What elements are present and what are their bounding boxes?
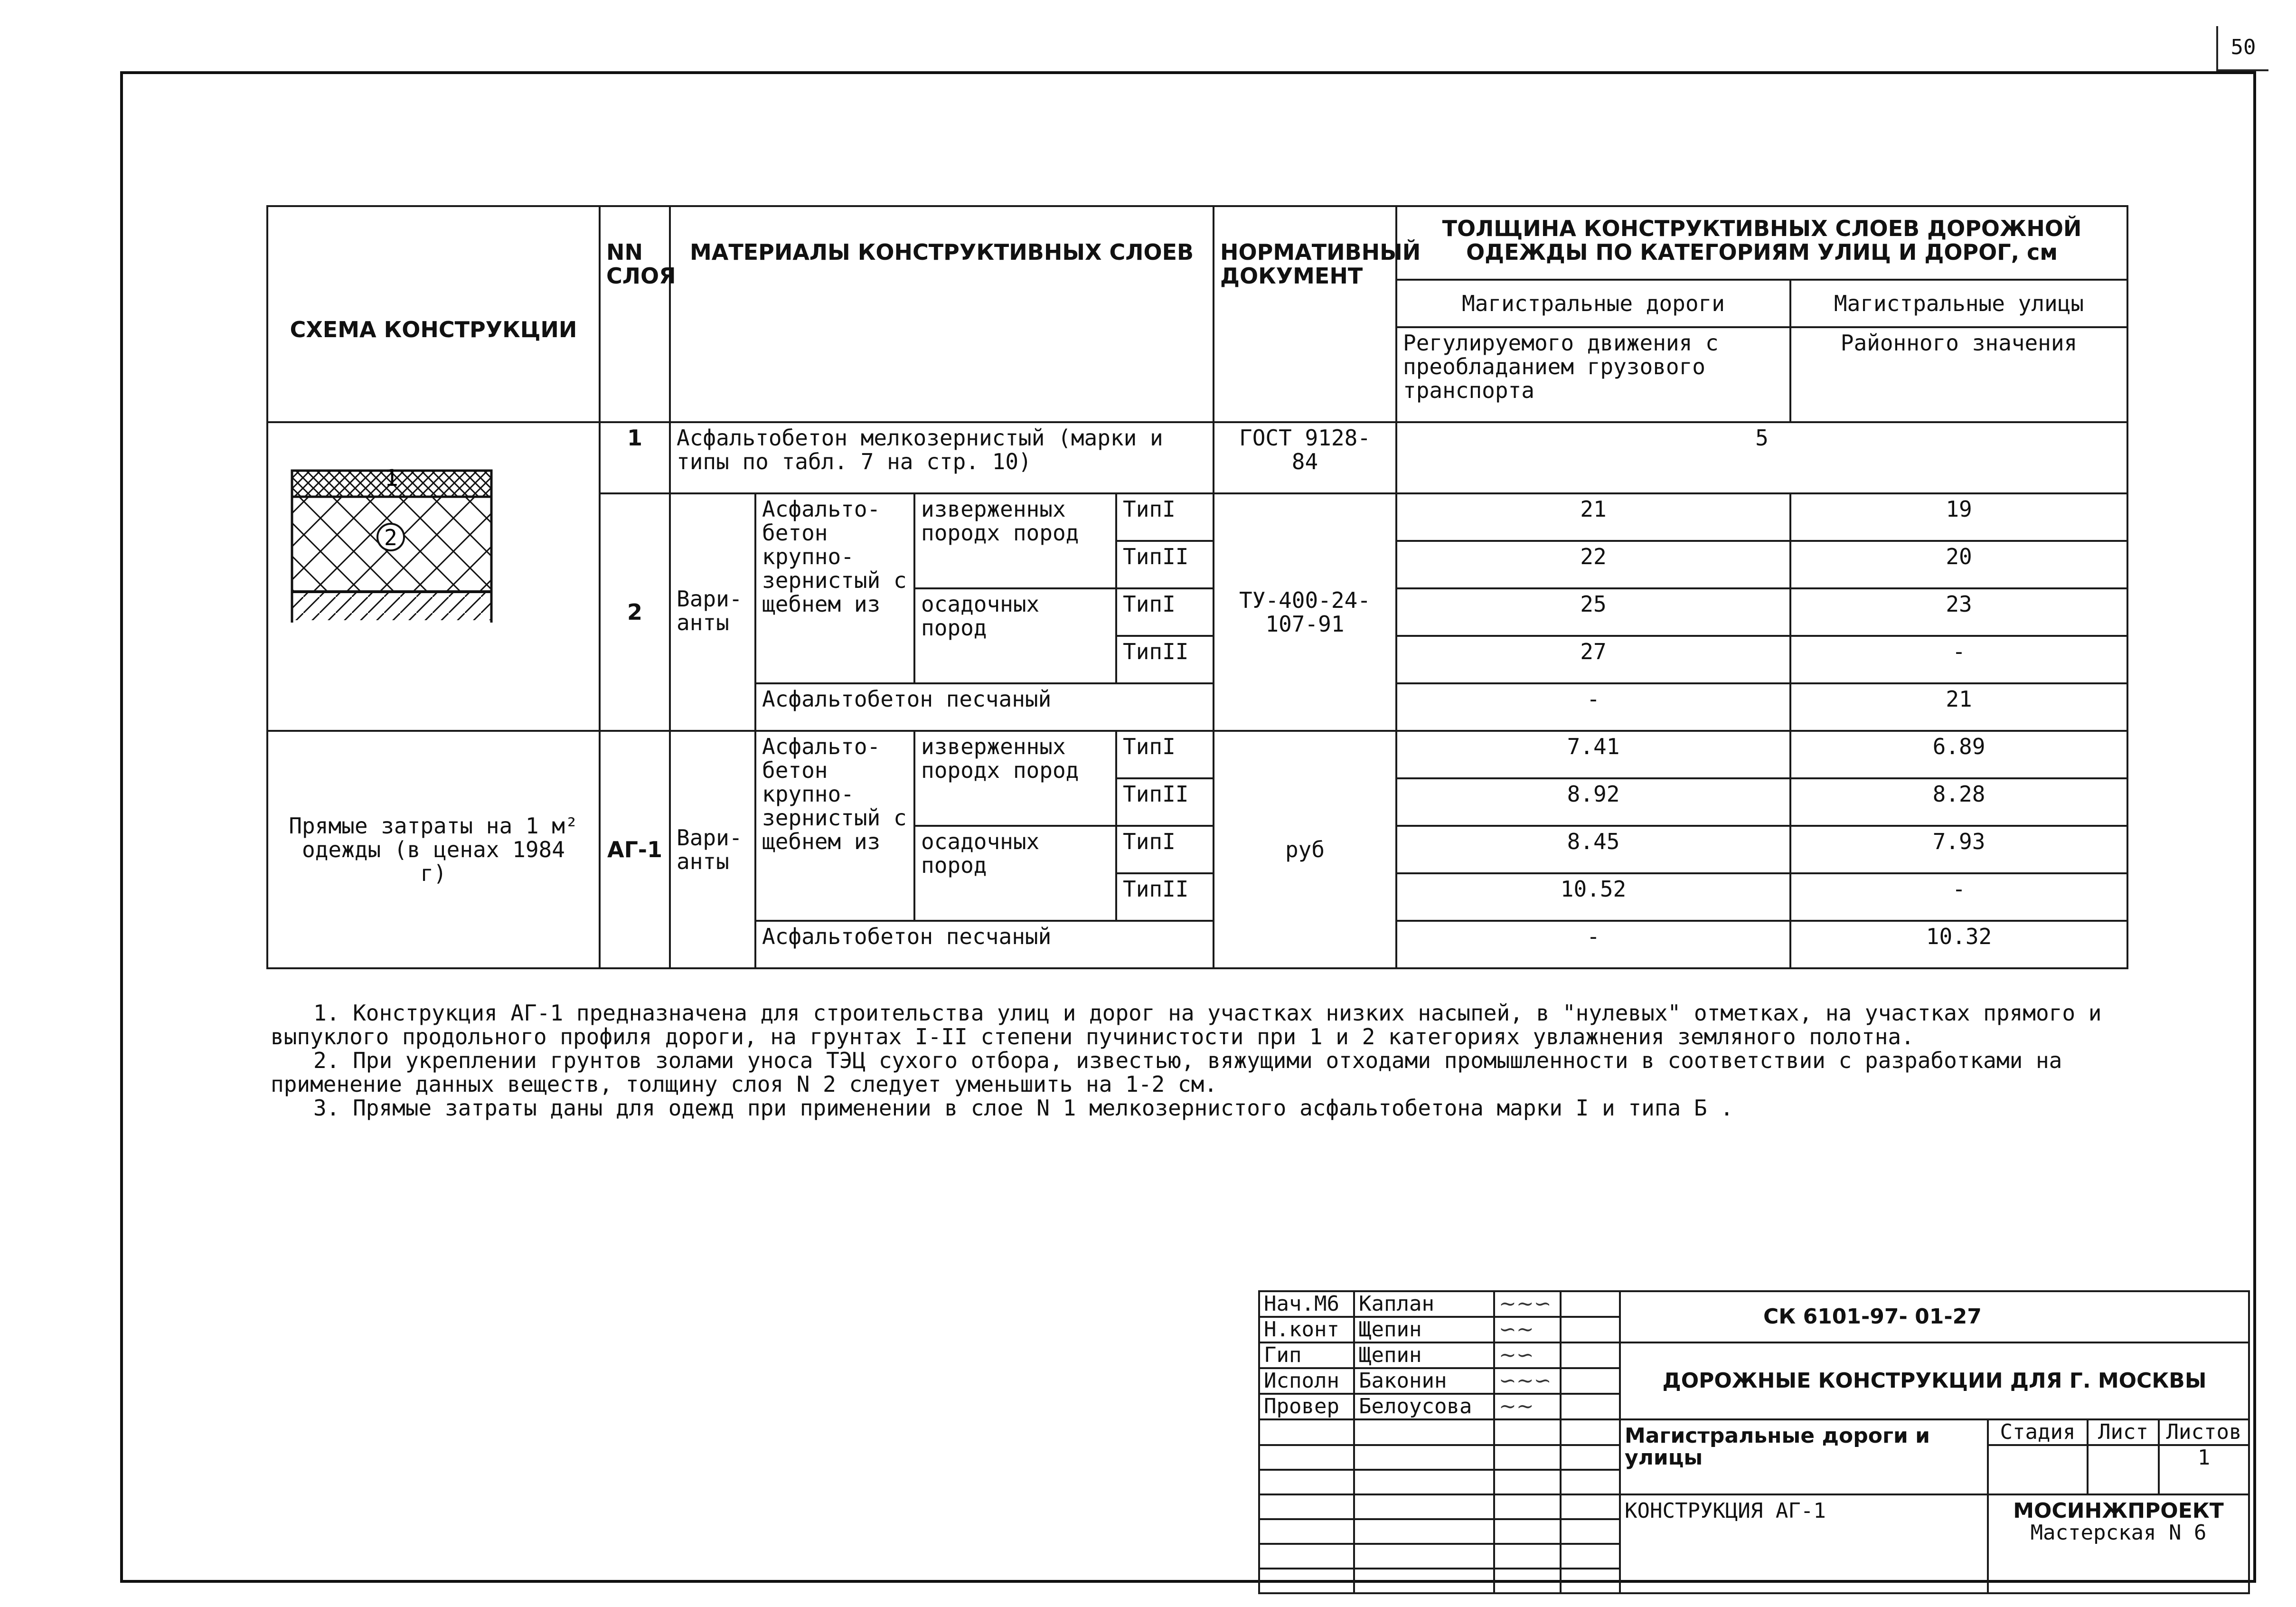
col-header-streets: Магистральные улицы xyxy=(1790,280,2127,327)
layer2-doc: ТУ-400-24-107-91 xyxy=(1214,493,1396,731)
cost-roads-4: 10.52 xyxy=(1396,873,1790,921)
cost-type-3: ТипI xyxy=(1116,826,1214,873)
role-3: Гип xyxy=(1259,1342,1354,1368)
note-2: 2. При укреплении грунтов золами уноса ТЭЦ сухого отбора, известью, вяжущими отходами промышленности в соответствии с разработками на применение данных веществ, толщину слоя N 2 следует уменьшить на 1-2 см. xyxy=(271,1048,2062,1097)
layer2-roads-3: 25 xyxy=(1396,588,1790,636)
name-5: Белоусова xyxy=(1354,1394,1494,1419)
layer2-type-1: ТипI xyxy=(1116,493,1214,541)
layer2-streets-2: 20 xyxy=(1790,541,2127,588)
layer2-aggregate: Асфальто-бетон крупно-зернистый с щебнем из xyxy=(755,493,914,683)
doc-code: СК 6101-97- 01-27 xyxy=(1620,1291,2249,1342)
layer2-roads-2: 22 xyxy=(1396,541,1790,588)
organization xyxy=(1988,1494,2249,1593)
header-nn: NN СЛОЯ xyxy=(600,206,670,422)
name-2: Щепин xyxy=(1354,1317,1494,1342)
layer2-type-3: ТипI xyxy=(1116,588,1214,636)
layer-label-2: 2 xyxy=(384,525,397,550)
layer2-sedimentary: осадочных пород xyxy=(914,588,1116,683)
notes xyxy=(271,1001,2160,1120)
note-1: 1. Конструкция АГ-1 предназначена для строительства улиц и дорог на участках низких насыпей, в "нулевых" отметках, на участках прямого и выпуклого продольного профиля дороги, на грунтах I-II степени пучинистости при 1 и 2 категориях увлажнения земляного полотна. xyxy=(271,1000,2102,1049)
cost-roads-1: 7.41 xyxy=(1396,731,1790,778)
cost-label: Прямые затраты на 1 м² одежды (в ценах 1984 г) xyxy=(267,731,600,968)
layer2-streets-1: 19 xyxy=(1790,493,2127,541)
role-5: Провер xyxy=(1259,1394,1354,1419)
layer2-sand: Асфальтобетон песчаный xyxy=(755,683,1214,731)
construction-table xyxy=(266,205,2128,969)
layer2-roads-1: 21 xyxy=(1396,493,1790,541)
cost-aggregate: Асфальто-бетон крупно-зернистый с щебнем из xyxy=(755,731,914,921)
layer-label-1: 1 xyxy=(385,465,398,492)
layer2-roads-4: 27 xyxy=(1396,636,1790,683)
cost-streets-1: 6.89 xyxy=(1790,731,2127,778)
cost-streets-4: - xyxy=(1790,873,2127,921)
header-materials: МАТЕРИАЛЫ КОНСТРУКТИВНЫХ СЛОЕВ xyxy=(670,206,1214,422)
signature-3: ∼∽ xyxy=(1494,1342,1561,1368)
cost-streets-2: 8.28 xyxy=(1790,778,2127,826)
sheet-label: Лист xyxy=(2088,1419,2159,1445)
signature-2: ∽∼ xyxy=(1494,1317,1561,1342)
cost-igneous: изверженных породх пород xyxy=(914,731,1116,826)
layer2-igneous: изверженных породх пород xyxy=(914,493,1116,588)
sheets-label: Листов xyxy=(2159,1419,2249,1445)
name-4: Баконин xyxy=(1354,1368,1494,1394)
col-sub-roads: Регулируемого движения с преобладанием грузового транспорта xyxy=(1396,327,1790,422)
signature-5: ∼∼ xyxy=(1494,1394,1561,1419)
cost-type-2: ТипII xyxy=(1116,778,1214,826)
org-name: МОСИНЖПРОЕКТ xyxy=(2013,1499,2224,1523)
subject: Магистральные дороги и улицы xyxy=(1620,1419,1988,1494)
header-normdoc: НОРМАТИВНЫЙ ДОКУМЕНТ xyxy=(1214,206,1396,422)
cost-type-1: ТипI xyxy=(1116,731,1214,778)
role-4: Исполн xyxy=(1259,1368,1354,1394)
cost-streets-3: 7.93 xyxy=(1790,826,2127,873)
layer2-type-4: ТипII xyxy=(1116,636,1214,683)
layer2-nn: 2 xyxy=(600,493,670,731)
layer1-value: 5 xyxy=(1396,422,2127,493)
col-header-roads: Магистральные дороги xyxy=(1396,280,1790,327)
cost-streets-5: 10.32 xyxy=(1790,921,2127,968)
layer2-streets-5: 21 xyxy=(1790,683,2127,731)
layer1-nn: 1 xyxy=(600,422,670,493)
drawing-title: ДОРОЖНЫЕ КОНСТРУКЦИИ ДЛЯ Г. МОСКВЫ xyxy=(1620,1342,2249,1419)
sheets-value: 1 xyxy=(2159,1445,2249,1494)
construction-label: КОНСТРУКЦИЯ АГ-1 xyxy=(1620,1494,1988,1593)
layer2-streets-3: 23 xyxy=(1790,588,2127,636)
stage-label: Стадия xyxy=(1988,1419,2088,1445)
header-thickness: ТОЛЩИНА КОНСТРУКТИВНЫХ СЛОЕВ ДОРОЖНОЙ ОДЕЖДЫ ПО КАТЕГОРИЯМ УЛИЦ И ДОРОГ, см xyxy=(1396,206,2127,280)
title-block xyxy=(1258,1290,2250,1594)
layer2-roads-5: - xyxy=(1396,683,1790,731)
cost-roads-3: 8.45 xyxy=(1396,826,1790,873)
cost-type-4: ТипII xyxy=(1116,873,1214,921)
cost-variants: Вари-анты xyxy=(670,731,755,968)
name-3: Щепин xyxy=(1354,1342,1494,1368)
layer-diagram xyxy=(267,422,600,731)
layer2-streets-4: - xyxy=(1790,636,2127,683)
cost-roads-2: 8.92 xyxy=(1396,778,1790,826)
cost-roads-5: - xyxy=(1396,921,1790,968)
layer1-doc: ГОСТ 9128- 84 xyxy=(1214,422,1396,493)
layer2-type-2: ТипII xyxy=(1116,541,1214,588)
role-1: Нач.М6 xyxy=(1259,1291,1354,1317)
layer1-material: Асфальтобетон мелкозернистый (марки и типы по табл. 7 на стр. 10) xyxy=(670,422,1214,493)
cost-nn: АГ-1 xyxy=(600,731,670,968)
role-2: Н.конт xyxy=(1259,1317,1354,1342)
header-schema: СХЕМА КОНСТРУКЦИИ xyxy=(267,206,600,422)
page-number: 50 xyxy=(2216,26,2268,71)
name-1: Каплан xyxy=(1354,1291,1494,1317)
col-sub-streets: Районного значения xyxy=(1790,327,2127,422)
signature-4: ∽∼∽ xyxy=(1494,1368,1561,1394)
cost-sand: Асфальтобетон песчаный xyxy=(755,921,1214,968)
signature-1: ∼∼∽ xyxy=(1494,1291,1561,1317)
layer2-variants: Вари-анты xyxy=(670,493,755,731)
cost-sedimentary: осадочных пород xyxy=(914,826,1116,921)
cost-doc: руб xyxy=(1214,731,1396,968)
note-3: 3. Прямые затраты даны для одежд при применении в слое N 1 мелкозернистого асфальтобетона марки I и типа Б . xyxy=(313,1095,1733,1121)
workshop: Мастерская N 6 xyxy=(2030,1521,2207,1545)
pavement-section-diagram xyxy=(287,452,506,623)
